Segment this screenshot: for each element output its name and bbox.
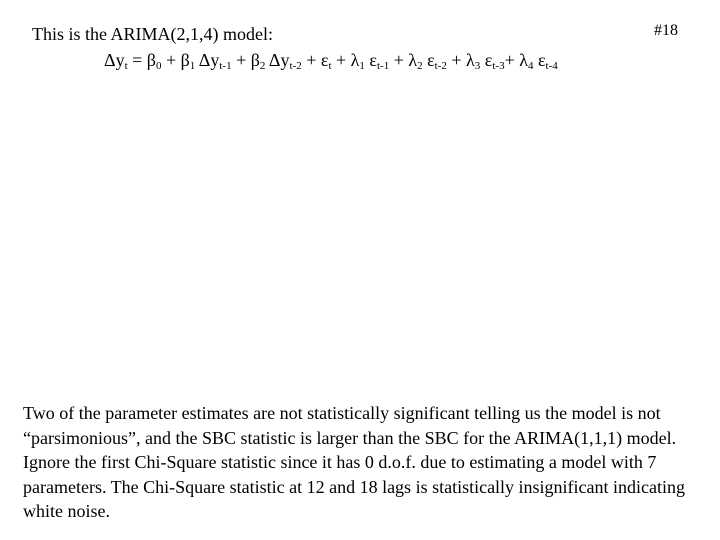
- equation-term: Δy: [195, 50, 220, 70]
- equation-term: + λ: [446, 50, 475, 70]
- explanation-paragraph: Two of the parameter estimates are not statistically significant telling us the model is not “parsimonious”, and the SBC statistic is larger than the SBC for the ARIMA(1,1,1) model. Ignore the first Chi-Square statistic since it has 0 d.o.f. due to estimating a model with 7 parameters. The Chi-Square statistic at 12 and 18 lags is statistically insignificant indicating white noise.: [23, 403, 686, 521]
- equation-subscript: t-1: [376, 60, 390, 72]
- slide-number: #18: [654, 22, 678, 39]
- equation-term: + λ: [331, 50, 360, 70]
- equation-term: ε: [480, 50, 493, 70]
- equation-subscript: t-2: [289, 60, 302, 72]
- equation-term: + ε: [301, 50, 329, 70]
- equation-subscript: 2: [259, 60, 266, 72]
- equation-subscript: 2: [417, 60, 423, 72]
- equation-term: = β: [127, 50, 156, 70]
- equation-subscript: 0: [155, 60, 162, 72]
- equation-subscript: 1: [189, 60, 196, 72]
- equation-term: ε: [364, 50, 377, 70]
- equation-subscript: t-3: [492, 60, 505, 72]
- equation-term: ε: [533, 50, 546, 70]
- equation-subscript: t: [124, 60, 128, 72]
- equation-subscript: 1: [359, 60, 365, 72]
- arima-equation: [104, 50, 558, 71]
- equation-subscript: t-1: [219, 60, 232, 72]
- equation-term: + λ: [389, 50, 418, 70]
- equation-term: + λ: [504, 50, 528, 70]
- equation-term: Δy: [104, 50, 125, 70]
- equation-subscript: 4: [527, 60, 534, 72]
- equation-term: Δy: [265, 50, 290, 70]
- equation-subscript: t-2: [434, 60, 447, 72]
- intro-text: This is the ARIMA(2,1,4) model:: [32, 24, 273, 44]
- equation-subscript: t-4: [545, 60, 558, 72]
- equation-subscript: t: [328, 60, 332, 72]
- equation-term: + β: [161, 50, 190, 70]
- equation-subscript: 3: [474, 60, 481, 72]
- equation-term: ε: [422, 50, 435, 70]
- equation-term: + β: [231, 50, 260, 70]
